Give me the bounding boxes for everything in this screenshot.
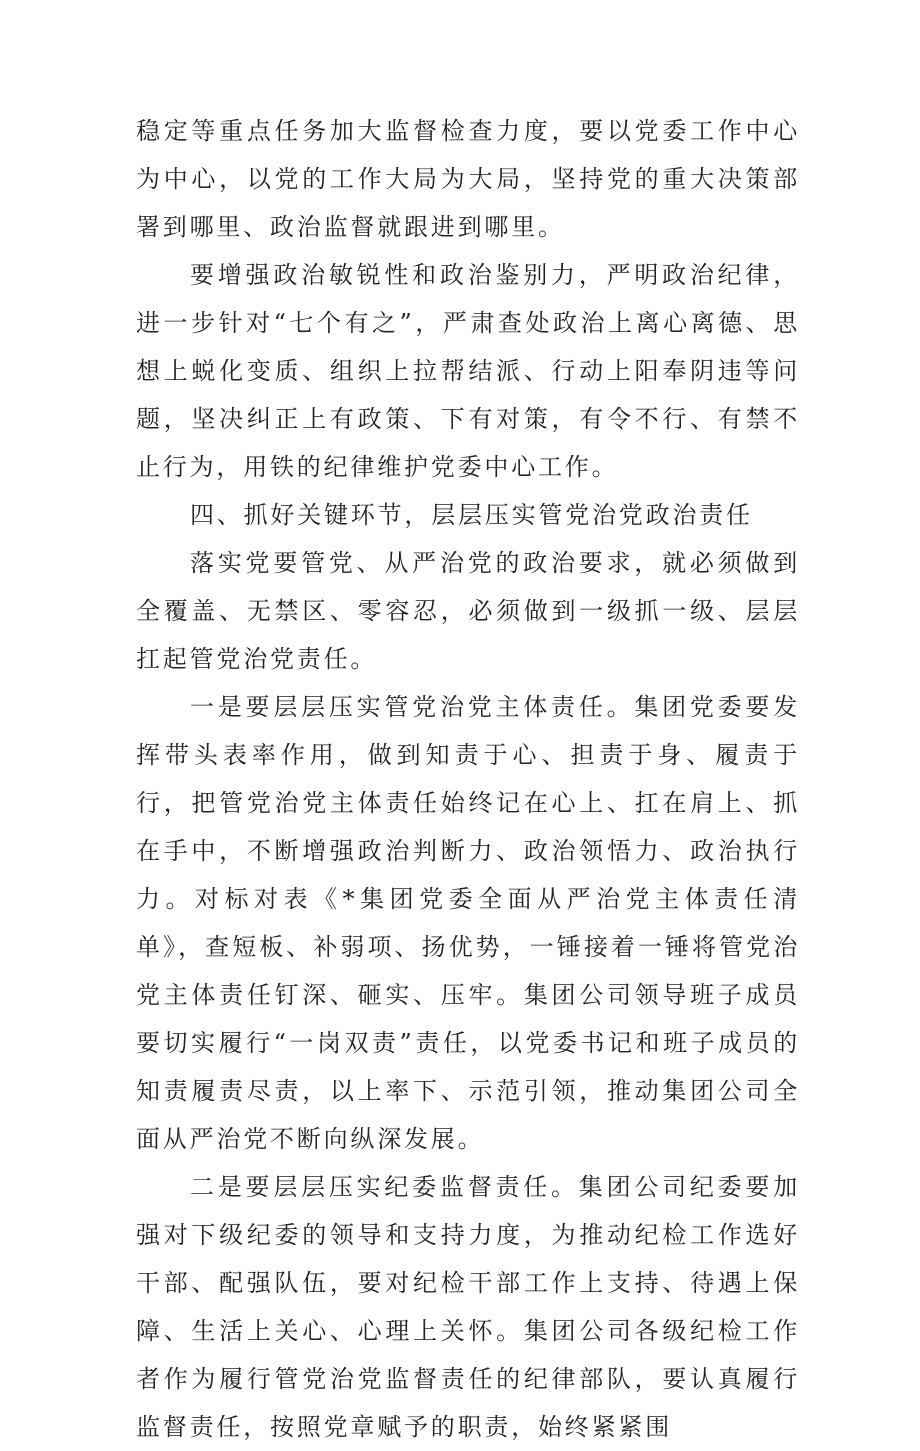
paragraph-supervision-responsibility: 二是要层层压实纪委监督责任。集团公司纪委要加强对下级纪委的领导和支持力度，为推动纪检工作选好干部、配强队伍，要对纪检干部工作上支持、待遇上保障、生活上关心、心理上关怀。集团公司各级纪检工作者作为履行管党治党监督责任的纪律部队，要认真履行监督责任，按照党章赋予的职责，始终紧紧围 — [136, 1173, 800, 1441]
document-body — [136, 107, 800, 1451]
paragraph-continuation: 稳定等重点任务加大监督检查力度，要以党委工作中心为中心，以党的工作大局为大局，坚持党的重大决策部署到哪里、政治监督就跟进到哪里。 — [136, 117, 800, 241]
paragraph-main-responsibility: 一是要层层压实管党治党主体责任。集团党委要发挥带头表率作用，做到知责于心、担责于身、履责于行，把管党治党主体责任始终记在心上、扛在肩上、抓在手中，不断增强政治判断力、政治领悟力、政治执行力。对标对表《*集团党委全面从严治党主体责任清单》，查短板、补弱项、扬优势，一锤接着一锤将管党治党主体责任钉深、砸实、压牢。集团公司领导班子成员要切实履行“一岗双责”责任，以党委书记和班子成员的知责履责尽责，以上率下、示范引领，推动集团公司全面从严治党不断向纵深发展。 — [136, 693, 800, 1153]
section-heading-4: 四、抓好关键环节，层层压实管党治党政治责任 — [190, 501, 753, 529]
paragraph-political-discipline: 要增强政治敏锐性和政治鉴别力，严明政治纪律，进一步针对“七个有之”，严肃查处政治上离心离德、思想上蜕化变质、组织上拉帮结派、行动上阳奉阴违等问题，坚决纠正上有政策、下有对策，有令不行、有禁不止行为，用铁的纪律维护党委中心工作。 — [136, 261, 800, 481]
paragraph-strict-governance: 落实党要管党、从严治党的政治要求，就必须做到全覆盖、无禁区、零容忍，必须做到一级抓一级、层层扛起管党治党责任。 — [136, 549, 800, 673]
